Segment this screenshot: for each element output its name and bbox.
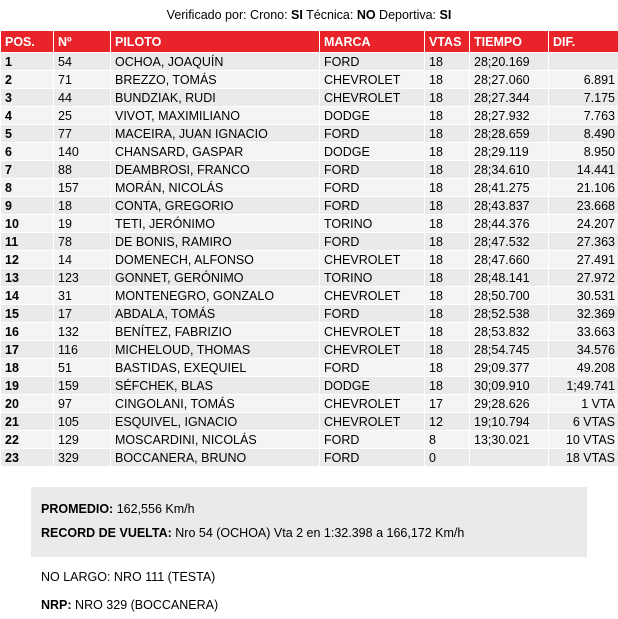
cell-tiempo: 28;47.532 [470,233,549,251]
table-row [1,215,618,233]
cell-num: 51 [54,359,111,377]
cell-vtas: 18 [425,161,470,179]
cell-marca: CHEVROLET [320,413,425,431]
table-row [1,233,618,251]
cell-piloto: MICHELOUD, THOMAS [111,341,320,359]
table-row [1,287,618,305]
cell-dif: 34.576 [549,341,618,359]
record-vuelta-label: RECORD DE VUELTA: [41,526,172,540]
cell-dif: 6.891 [549,71,618,89]
cell-dif: 8.490 [549,125,618,143]
cell-pos: 6 [1,143,54,161]
cell-pos: 19 [1,377,54,395]
cell-marca: CHEVROLET [320,89,425,107]
cell-vtas: 18 [425,233,470,251]
cell-marca: FORD [320,197,425,215]
cell-dif: 8.950 [549,143,618,161]
promedio-line [39,497,579,521]
verification-tecnica-value: NO [357,8,376,22]
table-row [1,71,618,89]
cell-dif: 24.207 [549,215,618,233]
cell-dif: 27.363 [549,233,618,251]
record-vuelta-value: Nro 54 (OCHOA) Vta 2 en 1:32.398 a 166,172 Km/h [172,526,465,540]
column-header-marca: MARCA [320,31,425,53]
cell-tiempo: 28;20.169 [470,53,549,71]
cell-marca: CHEVROLET [320,287,425,305]
table-row [1,341,618,359]
column-header-pos: POS. [1,31,54,53]
cell-marca: FORD [320,53,425,71]
cell-pos: 15 [1,305,54,323]
table-row [1,323,618,341]
table-row [1,251,618,269]
cell-pos: 2 [1,71,54,89]
cell-dif [549,53,618,71]
cell-vtas: 8 [425,431,470,449]
column-header-num: Nº [54,31,111,53]
cell-marca: CHEVROLET [320,341,425,359]
table-row [1,125,618,143]
nrp-value: NRO 329 (BOCCANERA) [72,598,219,612]
cell-tiempo [470,449,549,467]
cell-tiempo: 29;09.377 [470,359,549,377]
cell-vtas: 18 [425,89,470,107]
cell-vtas: 0 [425,449,470,467]
cell-marca: FORD [320,359,425,377]
nrp-line [39,591,579,619]
cell-num: 132 [54,323,111,341]
table-row [1,413,618,431]
cell-vtas: 18 [425,197,470,215]
cell-piloto: MONTENEGRO, GONZALO [111,287,320,305]
cell-vtas: 18 [425,341,470,359]
cell-piloto: CHANSARD, GASPAR [111,143,320,161]
cell-piloto: MOSCARDINI, NICOLÁS [111,431,320,449]
results-table-head [1,31,618,53]
cell-pos: 22 [1,431,54,449]
cell-vtas: 18 [425,53,470,71]
cell-pos: 16 [1,323,54,341]
cell-num: 54 [54,53,111,71]
cell-tiempo: 28;34.610 [470,161,549,179]
cell-pos: 5 [1,125,54,143]
results-table-body [1,53,618,467]
cell-num: 129 [54,431,111,449]
cell-dif: 27.972 [549,269,618,287]
cell-dif: 10 VTAS [549,431,618,449]
verification-deportiva-value: SI [440,8,452,22]
cell-marca: FORD [320,431,425,449]
cell-tiempo: 19;10.794 [470,413,549,431]
table-row [1,143,618,161]
cell-tiempo: 30;09.910 [470,377,549,395]
cell-piloto: DE BONIS, RAMIRO [111,233,320,251]
cell-num: 140 [54,143,111,161]
cell-dif: 33.663 [549,323,618,341]
cell-num: 159 [54,377,111,395]
cell-vtas: 18 [425,305,470,323]
cell-num: 123 [54,269,111,287]
cell-dif: 1 VTA [549,395,618,413]
cell-tiempo: 28;43.837 [470,197,549,215]
table-row [1,53,618,71]
cell-num: 88 [54,161,111,179]
cell-pos: 4 [1,107,54,125]
cell-vtas: 18 [425,287,470,305]
cell-num: 157 [54,179,111,197]
verification-crono-value: SI [291,8,303,22]
cell-dif: 7.763 [549,107,618,125]
cell-piloto: SÉFCHEK, BLAS [111,377,320,395]
cell-tiempo: 28;27.932 [470,107,549,125]
cell-tiempo: 28;53.832 [470,323,549,341]
cell-num: 14 [54,251,111,269]
cell-num: 97 [54,395,111,413]
cell-piloto: DOMENECH, ALFONSO [111,251,320,269]
table-row [1,431,618,449]
verification-mid2: Deportiva: [376,8,440,22]
no-largo-line: NO LARGO: NRO 111 (TESTA) [39,563,579,591]
cell-piloto: BENÍTEZ, FABRIZIO [111,323,320,341]
results-table [0,30,618,467]
verification-mid1: Técnica: [303,8,357,22]
cell-num: 77 [54,125,111,143]
column-header-vtas: VTAS [425,31,470,53]
cell-vtas: 18 [425,269,470,287]
table-row [1,395,618,413]
notes-panel [31,557,587,619]
cell-vtas: 12 [425,413,470,431]
cell-piloto: BUNDZIAK, RUDI [111,89,320,107]
cell-tiempo: 28;48.141 [470,269,549,287]
cell-marca: CHEVROLET [320,323,425,341]
cell-dif: 30.531 [549,287,618,305]
cell-num: 78 [54,233,111,251]
cell-vtas: 18 [425,107,470,125]
cell-marca: TORINO [320,215,425,233]
cell-vtas: 18 [425,125,470,143]
table-row [1,269,618,287]
cell-pos: 14 [1,287,54,305]
column-header-tiempo: TIEMPO [470,31,549,53]
verification-note [0,0,618,30]
cell-tiempo: 28;27.344 [470,89,549,107]
cell-marca: CHEVROLET [320,251,425,269]
cell-marca: CHEVROLET [320,395,425,413]
cell-tiempo: 13;30.021 [470,431,549,449]
cell-marca: FORD [320,125,425,143]
cell-dif: 21.106 [549,179,618,197]
cell-dif: 18 VTAS [549,449,618,467]
cell-tiempo: 28;28.659 [470,125,549,143]
cell-piloto: DEAMBROSI, FRANCO [111,161,320,179]
cell-pos: 23 [1,449,54,467]
cell-dif: 6 VTAS [549,413,618,431]
cell-piloto: MACEIRA, JUAN IGNACIO [111,125,320,143]
cell-tiempo: 29;28.626 [470,395,549,413]
cell-pos: 3 [1,89,54,107]
cell-num: 31 [54,287,111,305]
cell-num: 44 [54,89,111,107]
cell-pos: 17 [1,341,54,359]
cell-vtas: 18 [425,323,470,341]
cell-piloto: OCHOA, JOAQUÍN [111,53,320,71]
record-vuelta-line [39,521,579,545]
cell-marca: FORD [320,233,425,251]
cell-dif: 49.208 [549,359,618,377]
cell-dif: 7.175 [549,89,618,107]
cell-pos: 10 [1,215,54,233]
cell-pos: 9 [1,197,54,215]
cell-dif: 1;49.741 [549,377,618,395]
cell-pos: 11 [1,233,54,251]
cell-pos: 8 [1,179,54,197]
table-row [1,107,618,125]
cell-vtas: 18 [425,359,470,377]
cell-marca: FORD [320,179,425,197]
cell-tiempo: 28;54.745 [470,341,549,359]
table-row [1,377,618,395]
cell-piloto: ABDALA, TOMÁS [111,305,320,323]
cell-vtas: 17 [425,395,470,413]
cell-piloto: BASTIDAS, EXEQUIEL [111,359,320,377]
cell-tiempo: 28;52.538 [470,305,549,323]
cell-vtas: 18 [425,377,470,395]
cell-piloto: GONNET, GERÓNIMO [111,269,320,287]
cell-tiempo: 28;47.660 [470,251,549,269]
table-row [1,89,618,107]
table-row [1,161,618,179]
table-row [1,305,618,323]
column-header-dif: DIF. [549,31,618,53]
table-row [1,359,618,377]
cell-pos: 7 [1,161,54,179]
cell-piloto: BREZZO, TOMÁS [111,71,320,89]
cell-marca: DODGE [320,107,425,125]
cell-marca: FORD [320,161,425,179]
cell-marca: TORINO [320,269,425,287]
cell-piloto: CONTA, GREGORIO [111,197,320,215]
promedio-value: 162,556 Km/h [113,502,194,516]
cell-piloto: VIVOT, MAXIMILIANO [111,107,320,125]
cell-piloto: MORÁN, NICOLÁS [111,179,320,197]
cell-dif: 27.491 [549,251,618,269]
table-header-row [1,31,618,53]
cell-piloto: ESQUIVEL, IGNACIO [111,413,320,431]
cell-vtas: 18 [425,143,470,161]
cell-pos: 1 [1,53,54,71]
cell-num: 17 [54,305,111,323]
promedio-label: PROMEDIO: [41,502,113,516]
column-header-piloto: PILOTO [111,31,320,53]
cell-pos: 18 [1,359,54,377]
cell-tiempo: 28;50.700 [470,287,549,305]
cell-tiempo: 28;29.119 [470,143,549,161]
cell-piloto: CINGOLANI, TOMÁS [111,395,320,413]
cell-piloto: BOCCANERA, BRUNO [111,449,320,467]
cell-num: 18 [54,197,111,215]
cell-pos: 20 [1,395,54,413]
cell-marca: DODGE [320,377,425,395]
cell-dif: 23.668 [549,197,618,215]
cell-tiempo: 28;44.376 [470,215,549,233]
table-row [1,179,618,197]
summary-panel [31,487,587,557]
cell-num: 105 [54,413,111,431]
nrp-label: NRP: [41,598,72,612]
cell-vtas: 18 [425,215,470,233]
cell-pos: 21 [1,413,54,431]
cell-marca: FORD [320,305,425,323]
cell-vtas: 18 [425,71,470,89]
cell-marca: FORD [320,449,425,467]
cell-dif: 14.441 [549,161,618,179]
cell-num: 116 [54,341,111,359]
cell-dif: 32.369 [549,305,618,323]
cell-vtas: 18 [425,179,470,197]
cell-num: 71 [54,71,111,89]
cell-pos: 13 [1,269,54,287]
cell-marca: DODGE [320,143,425,161]
cell-num: 19 [54,215,111,233]
cell-marca: CHEVROLET [320,71,425,89]
cell-pos: 12 [1,251,54,269]
table-row [1,449,618,467]
cell-tiempo: 28;41.275 [470,179,549,197]
table-row [1,197,618,215]
verification-prefix: Verificado por: Crono: [167,8,291,22]
cell-num: 25 [54,107,111,125]
cell-tiempo: 28;27.060 [470,71,549,89]
cell-piloto: TETI, JERÓNIMO [111,215,320,233]
cell-vtas: 18 [425,251,470,269]
cell-num: 329 [54,449,111,467]
